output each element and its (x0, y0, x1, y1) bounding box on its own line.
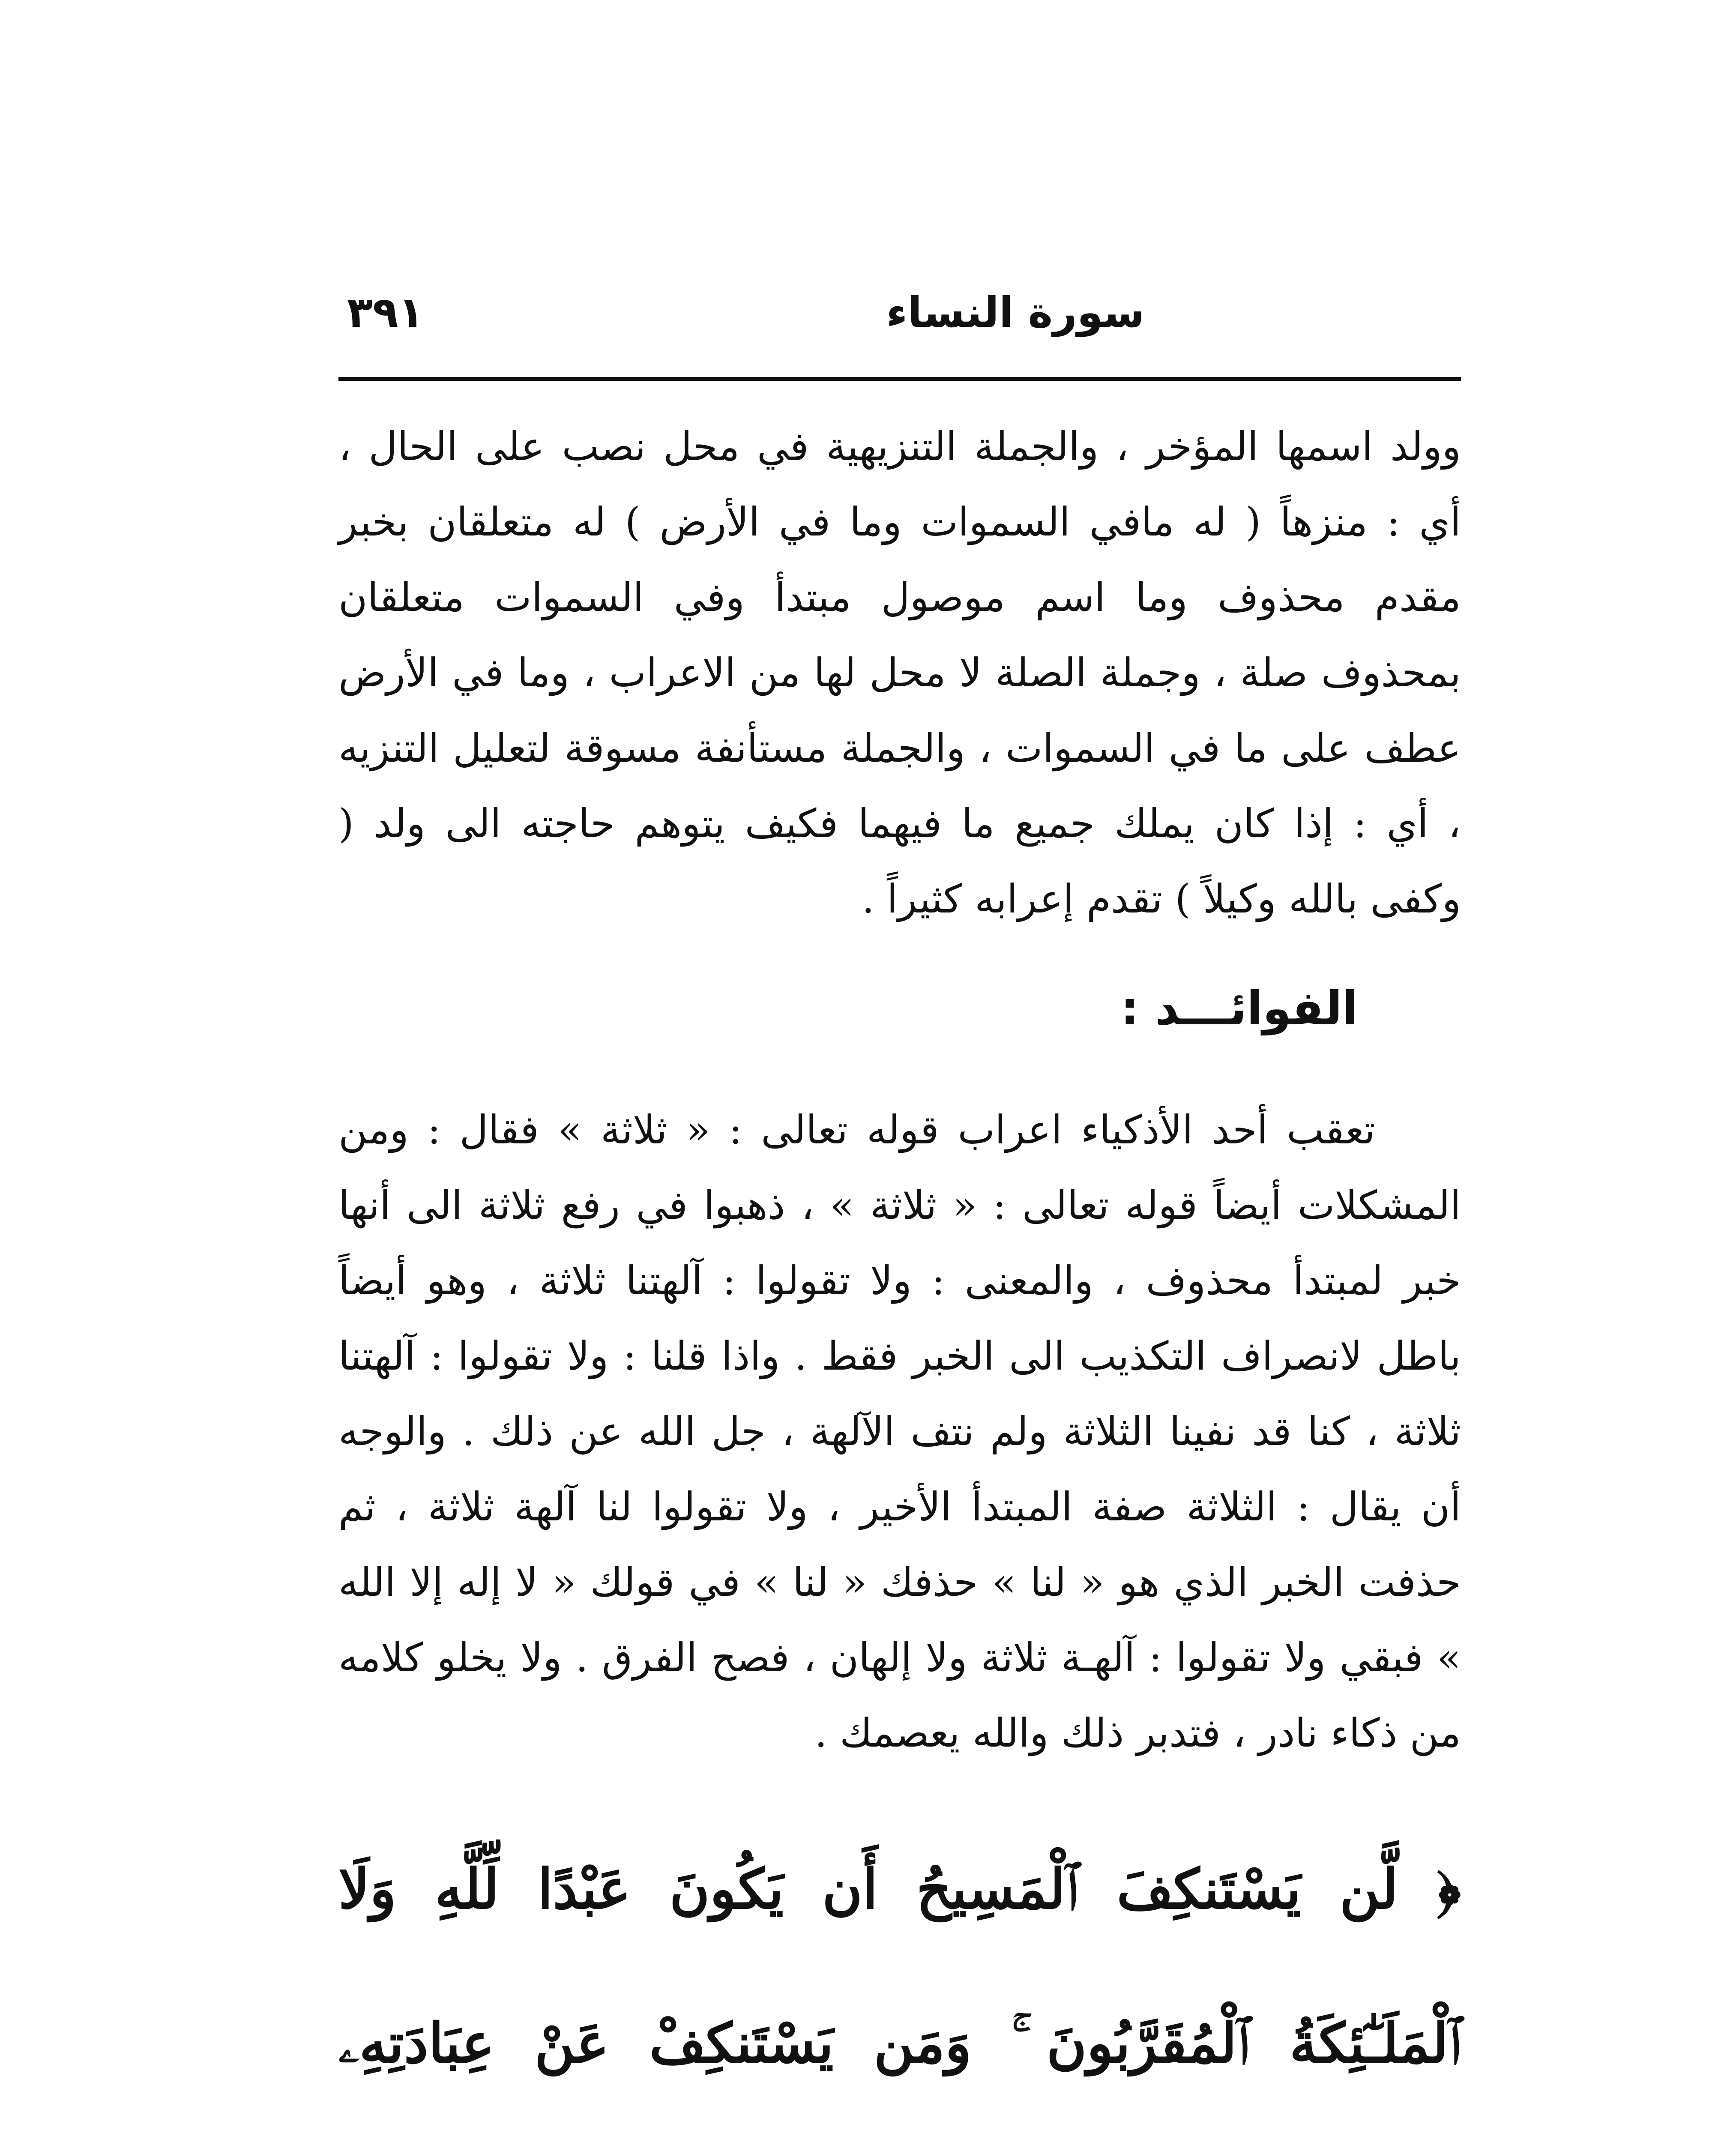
header-divider (338, 377, 1461, 381)
grammar-paragraph: وولد اسمها المؤخر ، والجملة التنزيهية في محل نصب على الحال ، أي : منزهاً ( له مافي السموات وما في الأرض ) له متعلقان بخبر مقدم محذوف وما اسم موصول مبتدأ وفي السموات متعلقان بمحذوف صلة ، وجملة الصلة لا محل لها من الاعراب ، وما في الأرض عطف على ما في السموات ، والجملة مستأنفة مسوقة لتعليل التنزيه ، أي : إذا كان يملك جميع ما فيهما فكيف يتوهم حاجته الى ولد ( وكفى بالله وكيلاً ) تقدم إعرابه كثيراً . (338, 424, 1461, 922)
benefits-heading: الفوائـــد : (1120, 982, 1358, 1035)
page-header (338, 274, 1461, 351)
quran-verse: ﴿ لَّن يَسْتَنكِفَ ٱلْمَسِيحُ أَن يَكُونَ عَبْدًا لِّلَّهِ وَلَا ٱلْمَلَـٰٓئِكَةُ ٱلْمُقَرَّبُونَ ۚ وَمَن يَسْتَنكِفْ عَنْ عِبَادَتِهِۦ (338, 1857, 1461, 2076)
page-number: ٣٩١ (347, 288, 424, 337)
surah-title: سورة النساء (886, 288, 1145, 337)
benefits-paragraph: تعقب أحد الأذكياء اعراب قوله تعالى : « ثلاثة » فقال : ومن المشكلات أيضاً قوله تعالى : « ثلاثة » ، ذهبوا في رفع ثلاثة الى أنها خبر لمبتدأ محذوف ، والمعنى : ولا تقولوا : آلهتنا ثلاثة ، وهو أيضاً باطل لانصراف التكذيب الى الخبر فقط . واذا قلنا : ولا تقولوا : آلهتنا ثلاثة ، كنا قد نفينا الثلاثة ولم نتف الآلهة ، جل الله عن ذلك . والوجه أن يقال : الثلاثة صفة المبتدأ الأخير ، ولا تقولوا لنا آلهة ثلاثة ، ثم حذفت الخبر الذي هو « لنا » حذفك « لنا » في قولك « لا إله إلا الله » فبقي ولا تقولوا : آلهـة ثلاثة ولا إلهان ، فصح الفرق . ولا يخلو كلامه من ذكاء نادر ، فتدبر ذلك والله يعصمك . (338, 1107, 1461, 1756)
